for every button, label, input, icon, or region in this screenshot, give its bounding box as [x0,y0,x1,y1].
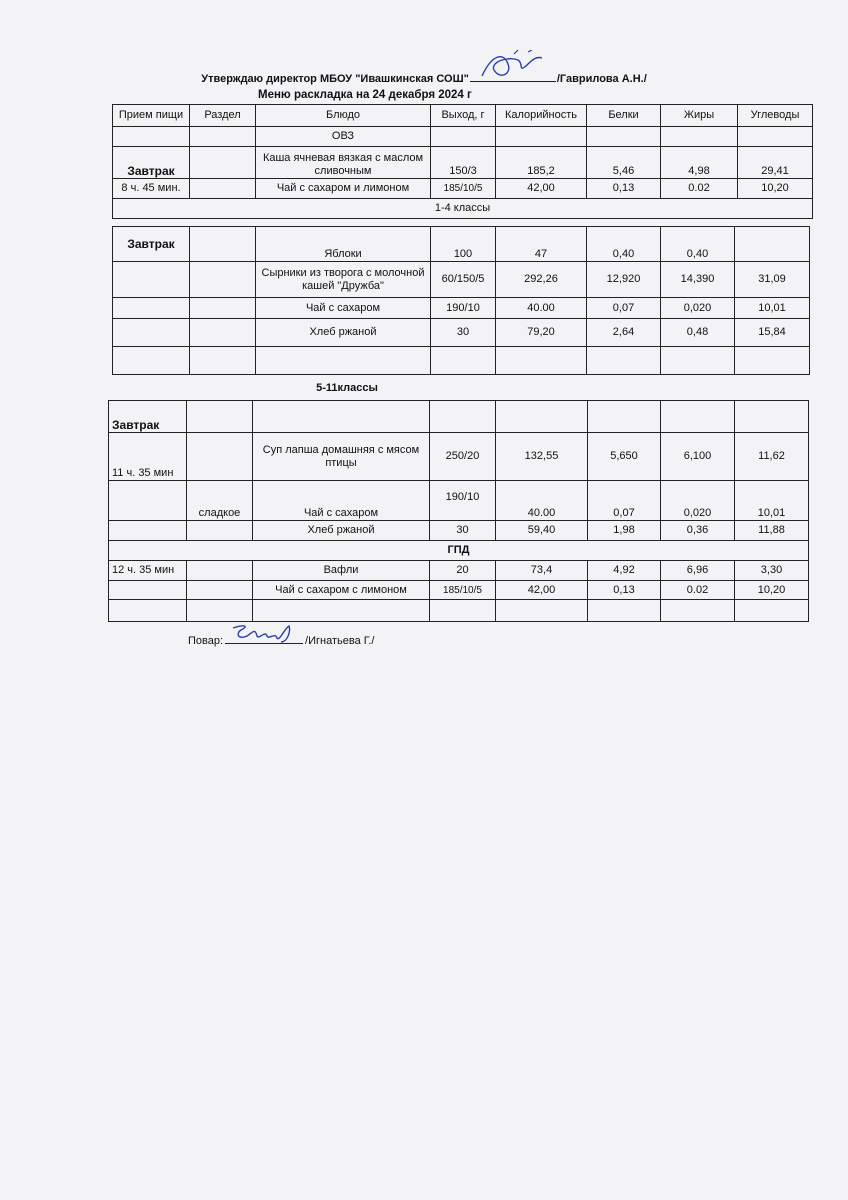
table-row: Завтрак Яблоки 100 47 0,40 0,40 [113,227,810,262]
dish-name: Каша ячневая вязкая с маслом сливочным [256,147,431,179]
dish-name: Чай с сахаром [253,481,430,521]
cook-name: /Игнатьева Г./ [305,635,375,647]
section-name: сладкое [187,481,253,521]
section-label: ОВЗ [256,127,431,147]
meal-label: Завтрак [109,401,187,433]
director-name: /Гаврилова А.Н./ [556,73,647,85]
table-row: Сырники из творога с молочной кашей "Дружба" 60/150/5 292,26 12,920 14,390 31,09 [113,262,810,298]
approval-text: Утверждаю директор МБОУ "Ивашкинская СОШ" [201,73,469,85]
col-kcal: Калорийность [496,105,587,127]
table-row: Чай с сахаром 190/10 40.00 0,07 0,020 10,01 [113,298,810,319]
cook-label: Повар: [188,635,224,647]
col-yield: Выход, г [431,105,496,127]
dish-name: Хлеб ржаной [253,521,430,541]
approval-line [0,70,848,85]
table-row: Хлеб ржаной 30 79,20 2,64 0,48 15,84 [113,319,810,347]
dish-name: Сырники из творога с молочной кашей "Дружба" [256,262,431,298]
dish-name: Чай с сахаром и лимоном [256,179,431,199]
meal-time: 8 ч. 45 мин. [113,179,190,199]
col-protein: Белки [587,105,661,127]
gpd-label: ГПД [109,541,809,561]
dish-name: Суп лапша домашняя с мясом птицы [253,433,430,481]
col-fat: Жиры [661,105,738,127]
empty-row [109,600,809,622]
dish-name: Хлеб ржаной [256,319,431,347]
meal-label: Завтрак [113,147,190,179]
table-row: сладкое Чай с сахаром 190/10 40.00 0,07 0,020 10,01 [109,481,809,521]
dish-name: Яблоки [256,227,431,262]
meal-time: 11 ч. 35 мин [109,433,187,481]
meal-label: Завтрак [113,227,190,262]
col-carbs: Углеводы [738,105,813,127]
cook-line [188,632,374,647]
dish-name: Чай с сахаром [256,298,431,319]
menu-title: Меню раскладка на 24 декабря 2024 г [258,89,472,101]
section-row [113,199,813,219]
section-row [113,127,813,147]
director-signature [470,70,556,82]
table-row: 11 ч. 35 мин Суп лапша домашняя с мясом птицы 250/20 132,55 5,650 6,100 11,62 [109,433,809,481]
table-row [109,401,809,433]
section-row [109,541,809,561]
menu-table-1-4 [112,226,810,375]
table-row: Завтрак Каша ячневая вязкая с маслом сливочным 150/3 185,2 5,46 4,98 29,41 [113,147,813,179]
section-label: 1-4 классы [113,199,813,219]
table-row: 8 ч. 45 мин. Чай с сахаром и лимоном 185/10/5 42,00 0,13 0.02 10,20 [113,179,813,199]
empty-row [113,347,810,375]
dish-name: Чай с сахаром с лимоном [253,581,430,600]
section-label-5-11: 5-11классы [316,382,378,394]
dish-name: Вафли [253,561,430,581]
table-header-row [113,105,813,127]
table-row: Хлеб ржаной 30 59,40 1,98 0,36 11,88 [109,521,809,541]
table-row: Чай с сахаром с лимоном 185/10/5 42,00 0,13 0.02 10,20 [109,581,809,600]
menu-table-ovz [112,104,813,219]
meal-time: 12 ч. 35 мин [109,561,187,581]
table-row: 12 ч. 35 мин Вафли 20 73,4 4,92 6,96 3,30 [109,561,809,581]
cook-signature [225,632,303,644]
col-dish: Блюдо [256,105,431,127]
col-section: Раздел [190,105,256,127]
col-meal: Прием пищи [113,105,190,127]
menu-table-5-11 [108,400,809,622]
